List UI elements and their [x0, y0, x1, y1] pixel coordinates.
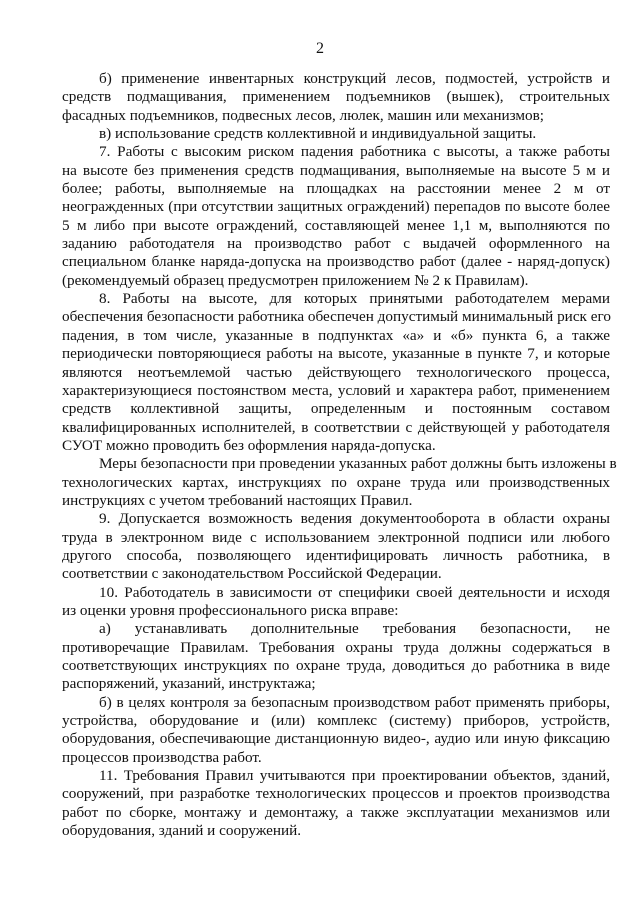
- text-line: другого способа, позволяющего идентифицировать личность работника, в: [62, 546, 610, 564]
- text-line: 11. Требования Правил учитываются при проектировании объектов, зданий,: [99, 767, 610, 785]
- text-line: средств коллективной защиты, определенным и постоянным составом: [62, 400, 610, 418]
- text-line: 9. Допускается возможность ведения документооборота в области охраны: [99, 510, 610, 528]
- text-line: обеспечения безопасности работника обеспечен допустимый минимальный риск его: [62, 308, 611, 326]
- text-line: распоряжений, указаний, инструктажа;: [62, 675, 316, 693]
- text-line: (рекомендуемый образец предусмотрен приложением № 2 к Правилам).: [62, 271, 529, 289]
- text-line: соответствии с законодательством Российской Федерации.: [62, 565, 442, 583]
- text-line: являются неотъемлемой частью действующего технологического процесса,: [62, 363, 610, 381]
- text-line: б) применение инвентарных конструкций лесов, подмостей, устройств и: [99, 70, 610, 87]
- text-line: устройства, оборудование и (или) комплекс (систему) приборов, устройств,: [62, 712, 610, 730]
- text-line: а) устанавливать дополнительные требования безопасности, не: [99, 620, 610, 638]
- text-line: Меры безопасности при проведении указанных работ должны быть изложены в: [99, 455, 617, 473]
- text-line: специальном бланке наряда-допуска на производство работ (далее - наряд-допуск): [62, 253, 610, 271]
- text-line: неогражденных (при отсутствии защитных ограждений) перепадов по высоте более: [62, 198, 610, 216]
- page-number: 2: [316, 40, 324, 57]
- text-line: процессов производства работ.: [62, 748, 262, 766]
- text-line: периодически повторяющиеся работы на высоте, указанные в пункте 7, и которые: [62, 345, 610, 363]
- text-line: 8. Работы на высоте, для которых принятыми работодателем мерами: [99, 290, 610, 308]
- text-line: 10. Работодатель в зависимости от специфики своей деятельности и исходя: [99, 583, 610, 601]
- text-line: из оценки уровня профессионального риска вправе:: [62, 601, 399, 619]
- text-line: средств подмащивания, применением подъемников (вышек), строительных: [62, 88, 610, 106]
- text-line: оборудования, обеспечивающие дистанционную видео-, аудио или иную фиксацию: [62, 730, 610, 748]
- text-line: соответствующих инструкциях по охране труда, доводиться до работника в виде: [62, 657, 610, 674]
- text-line: технологических картах, инструкциях по охране труда или производственных: [62, 473, 610, 491]
- text-line: б) в целях контроля за безопасным производством работ применять приборы,: [99, 693, 610, 711]
- text-line: оборудования, зданий и сооружений.: [62, 822, 302, 840]
- text-line: фасадных подъемников, подвесных лесов, люлек, машин или механизмов;: [62, 106, 544, 124]
- text-line: характеризующиеся постоянством места, условий и характера работ, применением: [62, 381, 610, 399]
- text-line: 7. Работы с высоким риском падения работника с высоты, а также работы: [99, 143, 610, 161]
- text-line: работ по сборке, монтажу и демонтажу, а также эксплуатации механизмов или: [62, 803, 610, 821]
- text-line: на высоте без применения средств подмащивания, выполняемые на высоте 5 м и: [62, 161, 610, 179]
- text-line: более; работы, выполняемые на площадках на расстоянии менее 2 м от: [62, 180, 610, 198]
- text-line: сооружений, при разработке технологических процессов и проектов производства: [62, 785, 610, 803]
- text-line: противоречащие Правилам. Требования охраны труда должны содержаться в: [62, 638, 610, 656]
- text-line: падения, в том числе, указанные в подпунктах «а» и «б» пункта 6, а также: [62, 326, 610, 344]
- text-line: заданию работодателя на производство работ с выдачей оформленного на: [62, 235, 610, 253]
- document-body: [62, 70, 617, 840]
- text-line: квалифицированных исполнителей, в соответствии с действующей у работодателя: [62, 418, 610, 436]
- text-line: СУОТ можно проводить без оформления наряда-допуска.: [62, 436, 436, 454]
- text-line: 5 м либо при высоте ограждений, составляющей менее 1,1 м, выполняются по: [62, 216, 610, 234]
- text-line: инструкциях с учетом требований настоящих Правил.: [62, 491, 413, 509]
- text-line: в) использование средств коллективной и индивидуальной защиты.: [99, 125, 537, 143]
- text-line: труда в электронном виде с использованием электронной подписи или любого: [62, 528, 610, 546]
